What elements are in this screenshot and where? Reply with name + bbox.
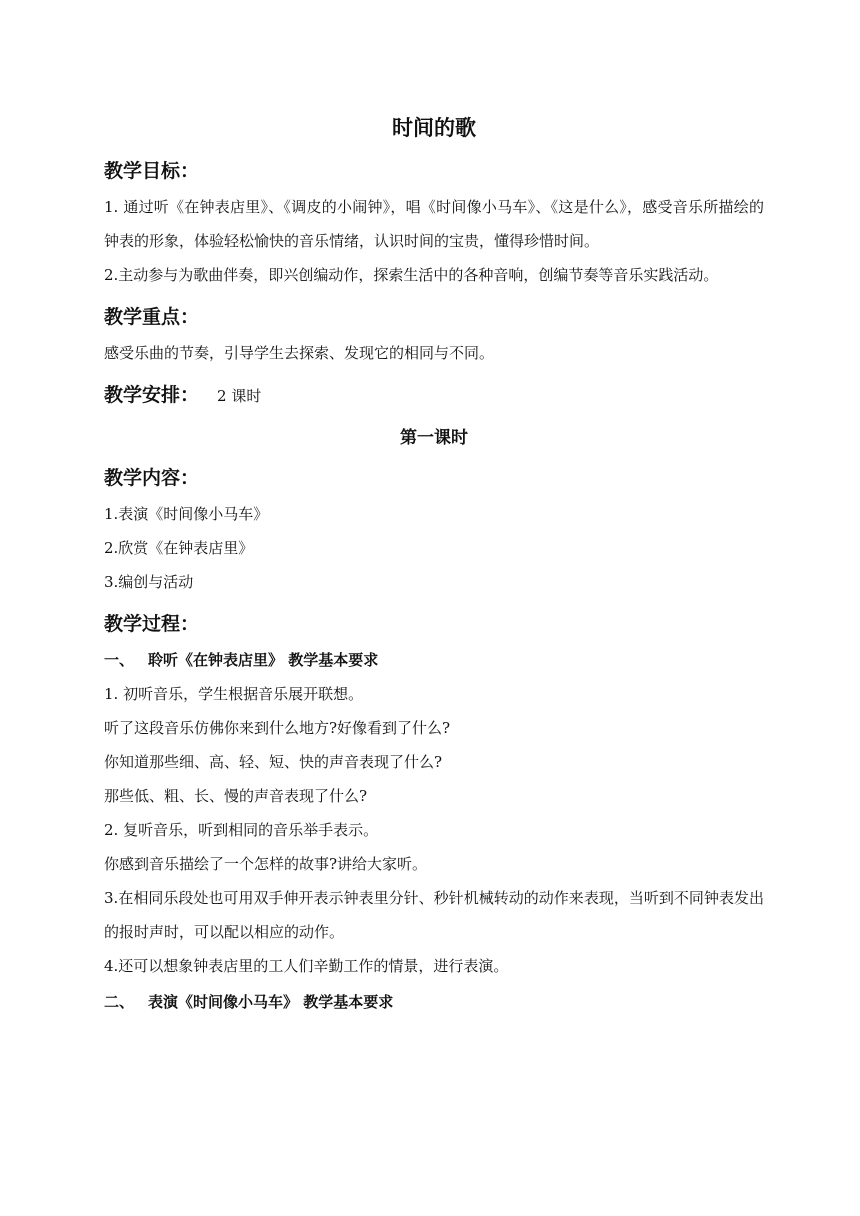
section-1-title: 聆听《在钟表店里》 教学基本要求 <box>148 651 379 669</box>
section-1-number: 一、 <box>104 651 135 669</box>
section-2-number: 二、 <box>104 993 135 1011</box>
document-body <box>104 112 764 1019</box>
section-1-line: 听了这段音乐仿佛你来到什么地方?好像看到了什么? <box>104 719 451 737</box>
process-heading: 教学过程： <box>104 613 200 635</box>
content-item-3: 3.编创与活动 <box>104 573 194 591</box>
objective-item-1: 1. 通过听《在钟表店里》、《调皮的小闹钟》，唱《时间像小马车》、《这是什么》，感受音乐所描绘的钟表的形象，体验轻松愉快的音乐情绪，认识时间的宝贵，懂得珍惜时间。 <box>104 198 764 250</box>
content-item-1: 1.表演《时间像小马车》 <box>104 505 269 523</box>
objectives-heading: 教学目标： <box>104 160 200 182</box>
arrangement-heading: 教学安排： <box>104 384 200 406</box>
focus-text: 感受乐曲的节奏，引导学生去探索、发现它的相同与不同。 <box>104 344 495 362</box>
section-1-line: 2. 复听音乐，听到相同的音乐举手表示。 <box>104 821 379 839</box>
arrangement-value: 2 课时 <box>217 387 262 405</box>
section-1-line: 3.在相同乐段处也可用双手伸开表示钟表里分针、秒针机械转动的动作来表现，当听到不同钟表发出的报时声时，可以配以相应的动作。 <box>104 889 764 941</box>
section-1-line: 你知道那些细、高、轻、短、快的声音表现了什么? <box>104 753 443 771</box>
lesson-heading: 第一课时 <box>400 428 468 448</box>
section-2-heading <box>104 985 764 1019</box>
objective-item-2: 2.主动参与为歌曲伴奏，即兴创编动作，探索生活中的各种音响，创编节奏等音乐实践活动。 <box>104 266 719 284</box>
section-2-title: 表演《时间像小马车》 教学基本要求 <box>148 993 394 1011</box>
content-item-2: 2.欣赏《在钟表店里》 <box>104 539 254 557</box>
section-1-line: 1. 初听音乐，学生根据音乐展开联想。 <box>104 685 364 703</box>
section-1-heading <box>104 643 764 677</box>
focus-heading: 教学重点： <box>104 306 200 328</box>
arrangement-row <box>104 380 764 411</box>
section-1-line: 那些低、粗、长、慢的声音表现了什么? <box>104 787 368 805</box>
document-title: 时间的歌 <box>392 116 476 140</box>
content-heading: 教学内容： <box>104 467 200 489</box>
section-1-line: 4.还可以想象钟表店里的工人们辛勤工作的情景，进行表演。 <box>104 957 509 975</box>
section-1-line: 你感到音乐描绘了一个怎样的故事?讲给大家听。 <box>104 855 428 873</box>
